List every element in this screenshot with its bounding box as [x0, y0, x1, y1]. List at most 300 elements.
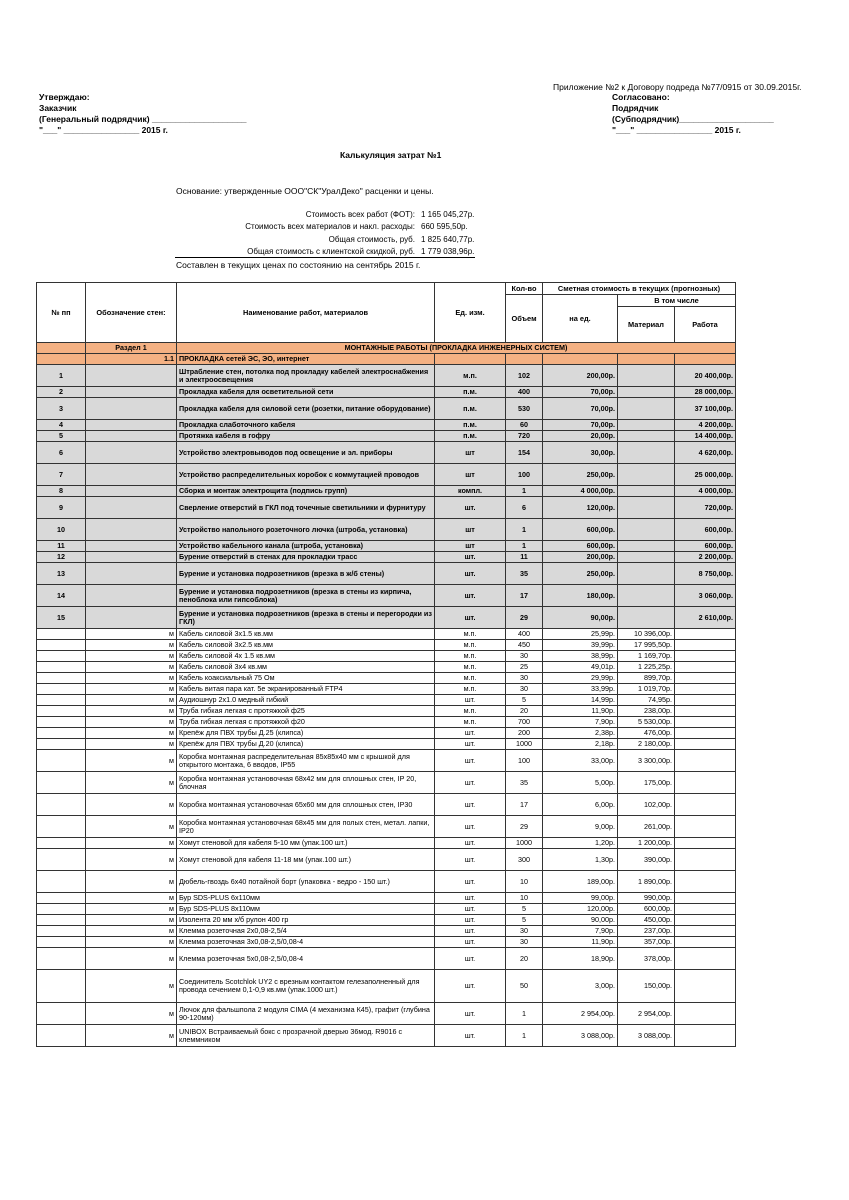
material-num — [37, 904, 86, 915]
work-qty: 530 — [506, 398, 543, 420]
material-qty: 30 — [506, 937, 543, 948]
material-name: Кабель силовой 3х2.5 кв.мм — [177, 640, 435, 651]
basis-text: Основание: утвержденные ООО"СК"УралДеко" расценки и цены. — [176, 186, 434, 196]
material-cost: 261,00р. — [618, 816, 675, 838]
work-material — [618, 519, 675, 541]
material-unit: м.п. — [435, 662, 506, 673]
material-tag: м — [86, 750, 177, 772]
work-wall — [86, 607, 177, 629]
material-tag: м — [86, 816, 177, 838]
material-num — [37, 717, 86, 728]
work-wall — [86, 563, 177, 585]
material-unit: шт. — [435, 739, 506, 750]
material-name: Хомут стеновой для кабеля 11-18 мм (упак.100 шт.) — [177, 849, 435, 871]
work-material — [618, 365, 675, 387]
work-price: 20,00р. — [543, 431, 618, 442]
work-price: 70,00р. — [543, 420, 618, 431]
work-cost: 4 000,00р. — [675, 486, 736, 497]
work-material — [618, 607, 675, 629]
work-material — [618, 387, 675, 398]
material-row — [37, 717, 736, 728]
approval-line-1: Утверждаю: — [39, 92, 90, 102]
material-unit: шт. — [435, 893, 506, 904]
material-num — [37, 849, 86, 871]
material-unit: шт. — [435, 915, 506, 926]
section-label: Раздел 1 — [86, 343, 177, 354]
material-work — [675, 926, 736, 937]
work-price: 70,00р. — [543, 387, 618, 398]
material-num — [37, 970, 86, 1003]
material-cost: 2 954,00р. — [618, 1003, 675, 1025]
material-work — [675, 717, 736, 728]
material-cost: 74,95р. — [618, 695, 675, 706]
material-num — [37, 838, 86, 849]
material-unit: шт. — [435, 816, 506, 838]
work-qty: 1 — [506, 541, 543, 552]
material-work — [675, 893, 736, 904]
work-unit: п.м. — [435, 431, 506, 442]
material-tag: м — [86, 871, 177, 893]
material-name: Хомут стеновой для кабеля 5-10 мм (упак.100 шт.) — [177, 838, 435, 849]
work-num: 13 — [37, 563, 86, 585]
material-tag: м — [86, 728, 177, 739]
approval-line-4: "___" ________________ 2015 г. — [39, 125, 168, 135]
work-price: 70,00р. — [543, 398, 618, 420]
material-qty: 10 — [506, 893, 543, 904]
section-title: МОНТАЖНЫЕ РАБОТЫ (ПРОКЛАДКА ИНЖЕНЕРНЫХ СИСТЕМ) — [177, 343, 736, 354]
material-price: 11,90р. — [543, 706, 618, 717]
material-tag: м — [86, 970, 177, 1003]
material-num — [37, 926, 86, 937]
material-unit: м.п. — [435, 717, 506, 728]
work-unit: шт — [435, 541, 506, 552]
work-wall — [86, 431, 177, 442]
work-wall — [86, 497, 177, 519]
material-name: Клемма розеточная 5х0,08-2,5/0,08-4 — [177, 948, 435, 970]
header-name: Наименование работ, материалов — [177, 283, 435, 343]
material-cost: 990,00р. — [618, 893, 675, 904]
work-row — [37, 552, 736, 563]
material-price: 1,30р. — [543, 849, 618, 871]
material-price: 33,00р. — [543, 750, 618, 772]
material-price: 6,00р. — [543, 794, 618, 816]
material-row — [37, 893, 736, 904]
material-num — [37, 673, 86, 684]
material-num — [37, 915, 86, 926]
material-work — [675, 629, 736, 640]
work-material — [618, 497, 675, 519]
material-row — [37, 816, 736, 838]
work-price: 200,00р. — [543, 552, 618, 563]
material-cost: 600,00р. — [618, 904, 675, 915]
material-tag: м — [86, 904, 177, 915]
work-cost: 4 200,00р. — [675, 420, 736, 431]
section-row — [37, 343, 736, 354]
work-qty: 29 — [506, 607, 543, 629]
material-tag: м — [86, 849, 177, 871]
material-price: 14,99р. — [543, 695, 618, 706]
material-cost: 476,00р. — [618, 728, 675, 739]
material-row — [37, 640, 736, 651]
material-unit: м.п. — [435, 673, 506, 684]
material-row — [37, 970, 736, 1003]
summary-value-materials: 660 595,50р. — [421, 222, 468, 231]
material-name: Соединитель Scotchlok UY2 с врезным контактом гелезаполненный для провода сечением 0,1-0,9 кв.мм (упак.1000 шт.) — [177, 970, 435, 1003]
work-num: 15 — [37, 607, 86, 629]
material-name: Клемма розеточная 2х0,08-2,5/4 — [177, 926, 435, 937]
material-price: 99,00р. — [543, 893, 618, 904]
work-wall — [86, 365, 177, 387]
material-work — [675, 838, 736, 849]
work-cost: 20 400,00р. — [675, 365, 736, 387]
material-work — [675, 750, 736, 772]
work-num: 3 — [37, 398, 86, 420]
material-price: 11,90р. — [543, 937, 618, 948]
material-price: 3 088,00р. — [543, 1025, 618, 1047]
work-qty: 100 — [506, 464, 543, 486]
summary-label-materials: Стоимость всех материалов и накл. расходы: — [245, 222, 415, 231]
work-name: Прокладка кабеля для осветительной сети — [177, 387, 435, 398]
material-price: 25,99р. — [543, 629, 618, 640]
work-unit: шт — [435, 519, 506, 541]
material-unit: шт. — [435, 728, 506, 739]
work-num: 4 — [37, 420, 86, 431]
material-tag: м — [86, 662, 177, 673]
material-cost: 5 530,00р. — [618, 717, 675, 728]
material-work — [675, 816, 736, 838]
material-row — [37, 695, 736, 706]
material-cost: 3 300,00р. — [618, 750, 675, 772]
work-name: Бурение и установка подрозетников (врезка в ж/б стены) — [177, 563, 435, 585]
material-work — [675, 673, 736, 684]
material-work — [675, 915, 736, 926]
material-num — [37, 1025, 86, 1047]
work-unit: компл. — [435, 486, 506, 497]
material-tag: м — [86, 1025, 177, 1047]
material-cost: 237,00р. — [618, 926, 675, 937]
material-row — [37, 871, 736, 893]
material-work — [675, 739, 736, 750]
work-num: 11 — [37, 541, 86, 552]
work-num: 5 — [37, 431, 86, 442]
work-cost: 600,00р. — [675, 519, 736, 541]
material-num — [37, 1003, 86, 1025]
work-wall — [86, 541, 177, 552]
table-body — [37, 343, 736, 1047]
work-qty: 720 — [506, 431, 543, 442]
material-name: Коробка монтажная установочная 68х42 мм для сплошных стен, IP 20, блочная — [177, 772, 435, 794]
material-tag: м — [86, 948, 177, 970]
material-name: Крепёж для ПВХ трубы Д.25 (клипса) — [177, 728, 435, 739]
work-unit: шт. — [435, 497, 506, 519]
material-num — [37, 750, 86, 772]
material-num — [37, 728, 86, 739]
work-name: Устройство распределительных коробок с коммутацией проводов — [177, 464, 435, 486]
material-row — [37, 651, 736, 662]
work-qty: 102 — [506, 365, 543, 387]
material-num — [37, 794, 86, 816]
header-cost-group: Сметная стоимость в текущих (прогнозных) — [543, 283, 736, 295]
work-num: 1 — [37, 365, 86, 387]
header-material: Материал — [618, 307, 675, 343]
header-num: № пп — [37, 283, 86, 343]
work-qty: 154 — [506, 442, 543, 464]
material-num — [37, 662, 86, 673]
work-qty: 17 — [506, 585, 543, 607]
material-work — [675, 662, 736, 673]
material-qty: 1 — [506, 1003, 543, 1025]
summary-divider — [175, 257, 475, 258]
work-price: 120,00р. — [543, 497, 618, 519]
work-cost: 4 620,00р. — [675, 442, 736, 464]
work-wall — [86, 420, 177, 431]
material-row — [37, 1025, 736, 1047]
work-wall — [86, 486, 177, 497]
material-cost: 1 169,70р. — [618, 651, 675, 662]
material-tag: м — [86, 695, 177, 706]
material-price: 120,00р. — [543, 904, 618, 915]
material-price: 29,99р. — [543, 673, 618, 684]
material-cost: 1 225,25р. — [618, 662, 675, 673]
work-num: 10 — [37, 519, 86, 541]
work-name: Устройство кабельного канала (штроба, установка) — [177, 541, 435, 552]
material-cost: 357,00р. — [618, 937, 675, 948]
material-row — [37, 750, 736, 772]
summary-value-total: 1 825 640,77р. — [421, 235, 475, 244]
work-qty: 6 — [506, 497, 543, 519]
work-cost: 720,00р. — [675, 497, 736, 519]
header-qty-group: Кол-во — [506, 283, 543, 295]
material-num — [37, 772, 86, 794]
prices-note: Составлен в текущих ценах по состоянию на сентябрь 2015 г. — [176, 260, 421, 270]
material-name: Кабель витая пара кат. 5е экранированный FTP4 — [177, 684, 435, 695]
material-row — [37, 904, 736, 915]
work-unit: п.м. — [435, 398, 506, 420]
work-cost: 2 610,00р. — [675, 607, 736, 629]
material-tag: м — [86, 629, 177, 640]
material-qty: 10 — [506, 871, 543, 893]
material-unit: шт. — [435, 772, 506, 794]
summary-label-work: Стоимость всех работ (ФОТ): — [305, 210, 415, 219]
work-wall — [86, 398, 177, 420]
material-unit: м.п. — [435, 640, 506, 651]
work-row — [37, 387, 736, 398]
material-name: Коробка монтажная установочная 65х60 мм для сплошных стен, IP30 — [177, 794, 435, 816]
work-unit: шт. — [435, 607, 506, 629]
agreement-line-2: Подрядчик — [612, 103, 659, 113]
work-material — [618, 398, 675, 420]
material-qty: 300 — [506, 849, 543, 871]
work-row — [37, 563, 736, 585]
material-tag: м — [86, 838, 177, 849]
material-name: Кабель силовой 3х4 кв.мм — [177, 662, 435, 673]
work-name: Штрабление стен, потолка под прокладку кабелей электроснабжения и электроосвещения — [177, 365, 435, 387]
material-num — [37, 651, 86, 662]
work-price: 200,00р. — [543, 365, 618, 387]
approval-block — [39, 92, 247, 136]
material-row — [37, 772, 736, 794]
material-qty: 400 — [506, 629, 543, 640]
material-qty: 450 — [506, 640, 543, 651]
material-price: 2 954,00р. — [543, 1003, 618, 1025]
material-num — [37, 640, 86, 651]
header-incl: В том числе — [618, 295, 736, 307]
material-work — [675, 728, 736, 739]
material-unit: шт. — [435, 937, 506, 948]
document-title: Калькуляция затрат №1 — [340, 150, 442, 160]
work-material — [618, 541, 675, 552]
material-price: 2,18р. — [543, 739, 618, 750]
material-tag: м — [86, 640, 177, 651]
work-cost: 600,00р. — [675, 541, 736, 552]
work-price: 250,00р. — [543, 464, 618, 486]
material-qty: 29 — [506, 816, 543, 838]
material-price: 39,99р. — [543, 640, 618, 651]
material-cost: 175,00р. — [618, 772, 675, 794]
material-cost: 150,00р. — [618, 970, 675, 1003]
material-row — [37, 838, 736, 849]
material-tag: м — [86, 926, 177, 937]
material-qty: 30 — [506, 926, 543, 937]
material-row — [37, 662, 736, 673]
material-price: 38,99р. — [543, 651, 618, 662]
work-unit: шт. — [435, 563, 506, 585]
estimate-table — [36, 282, 736, 1047]
material-row — [37, 739, 736, 750]
work-material — [618, 585, 675, 607]
material-work — [675, 640, 736, 651]
material-name: Кабель коаксиальный 75 Ом — [177, 673, 435, 684]
material-unit: шт. — [435, 926, 506, 937]
work-name: Устройство напольного розеточного лючка (штроба, установка) — [177, 519, 435, 541]
work-num: 2 — [37, 387, 86, 398]
work-row — [37, 398, 736, 420]
annex-reference: Приложение №2 к Договору подреда №77/0915 от 30.09.2015г. — [553, 82, 802, 92]
agreement-line-1: Согласовано: — [612, 92, 670, 102]
header-qty: Объем — [506, 295, 543, 343]
material-work — [675, 948, 736, 970]
work-cost: 8 750,00р. — [675, 563, 736, 585]
work-material — [618, 486, 675, 497]
work-qty: 35 — [506, 563, 543, 585]
material-name: Коробка монтажная установочная 68х45 мм для полых стен, метал. лапки, IP20 — [177, 816, 435, 838]
subsection-num: 1.1 — [86, 354, 177, 365]
material-work — [675, 651, 736, 662]
work-name: Прокладка кабеля для силовой сети (розетки, питание оборудование) — [177, 398, 435, 420]
material-qty: 20 — [506, 706, 543, 717]
work-row — [37, 607, 736, 629]
work-price: 90,00р. — [543, 607, 618, 629]
material-cost: 899,70р. — [618, 673, 675, 684]
material-tag: м — [86, 772, 177, 794]
material-qty: 700 — [506, 717, 543, 728]
work-row — [37, 541, 736, 552]
subsection-title: ПРОКЛАДКА сетей ЭС, ЭО, интернет — [177, 354, 435, 365]
material-work — [675, 849, 736, 871]
material-tag: м — [86, 717, 177, 728]
material-name: Бур SDS-PLUS 8х110мм — [177, 904, 435, 915]
material-price: 90,00р. — [543, 915, 618, 926]
work-material — [618, 431, 675, 442]
material-row — [37, 728, 736, 739]
work-price: 4 000,00р. — [543, 486, 618, 497]
material-work — [675, 871, 736, 893]
material-unit: шт. — [435, 750, 506, 772]
work-num: 14 — [37, 585, 86, 607]
work-unit: п.м. — [435, 420, 506, 431]
work-row — [37, 442, 736, 464]
summary-label-discount: Общая стоимость с клиентской скидкой, руб. — [247, 247, 415, 256]
material-row — [37, 926, 736, 937]
work-name: Бурение и установка подрозетников (врезка в стены и перегородки из ГКЛ) — [177, 607, 435, 629]
material-unit: шт. — [435, 849, 506, 871]
material-cost: 102,00р. — [618, 794, 675, 816]
material-unit: шт. — [435, 1003, 506, 1025]
work-wall — [86, 442, 177, 464]
work-material — [618, 563, 675, 585]
material-work — [675, 794, 736, 816]
material-unit: шт. — [435, 838, 506, 849]
material-name: Крепёж для ПВХ трубы Д.20 (клипса) — [177, 739, 435, 750]
work-name: Устройство электровыводов под освещение и эл. приборы — [177, 442, 435, 464]
work-unit: шт. — [435, 585, 506, 607]
work-wall — [86, 464, 177, 486]
work-unit: шт — [435, 442, 506, 464]
work-row — [37, 519, 736, 541]
work-row — [37, 365, 736, 387]
work-qty: 1 — [506, 519, 543, 541]
material-row — [37, 706, 736, 717]
work-num: 9 — [37, 497, 86, 519]
agreement-line-3: (Субподрядчик)____________________ — [612, 114, 774, 124]
work-num: 12 — [37, 552, 86, 563]
material-num — [37, 816, 86, 838]
work-material — [618, 552, 675, 563]
material-name: Изолента 20 мм х/б рулон 400 гр — [177, 915, 435, 926]
material-cost: 390,00р. — [618, 849, 675, 871]
material-price: 9,00р. — [543, 816, 618, 838]
material-price: 18,90р. — [543, 948, 618, 970]
work-cost: 2 200,00р. — [675, 552, 736, 563]
material-work — [675, 706, 736, 717]
material-work — [675, 772, 736, 794]
material-row — [37, 948, 736, 970]
material-tag: м — [86, 915, 177, 926]
work-row — [37, 585, 736, 607]
approval-line-2: Заказчик — [39, 103, 77, 113]
work-num: 8 — [37, 486, 86, 497]
material-qty: 30 — [506, 651, 543, 662]
work-num: 6 — [37, 442, 86, 464]
material-qty: 20 — [506, 948, 543, 970]
work-name: Бурение и установка подрозетников (врезка в стены из кирпича, пеноблока или гипсоблока) — [177, 585, 435, 607]
material-unit: шт. — [435, 904, 506, 915]
material-qty: 30 — [506, 673, 543, 684]
work-name: Прокладка слаботочного кабеля — [177, 420, 435, 431]
material-qty: 100 — [506, 750, 543, 772]
work-name: Сборка и монтаж электрощита (подпись групп) — [177, 486, 435, 497]
material-unit: шт. — [435, 970, 506, 1003]
work-name: Сверление отверстий в ГКЛ под точечные светильники и фурнитуру — [177, 497, 435, 519]
material-name: Кабель силовой 4х 1.5 кв.мм — [177, 651, 435, 662]
material-tag: м — [86, 1003, 177, 1025]
work-price: 600,00р. — [543, 541, 618, 552]
material-qty: 5 — [506, 915, 543, 926]
table-header — [37, 283, 736, 343]
material-work — [675, 970, 736, 1003]
material-num — [37, 871, 86, 893]
work-qty: 11 — [506, 552, 543, 563]
